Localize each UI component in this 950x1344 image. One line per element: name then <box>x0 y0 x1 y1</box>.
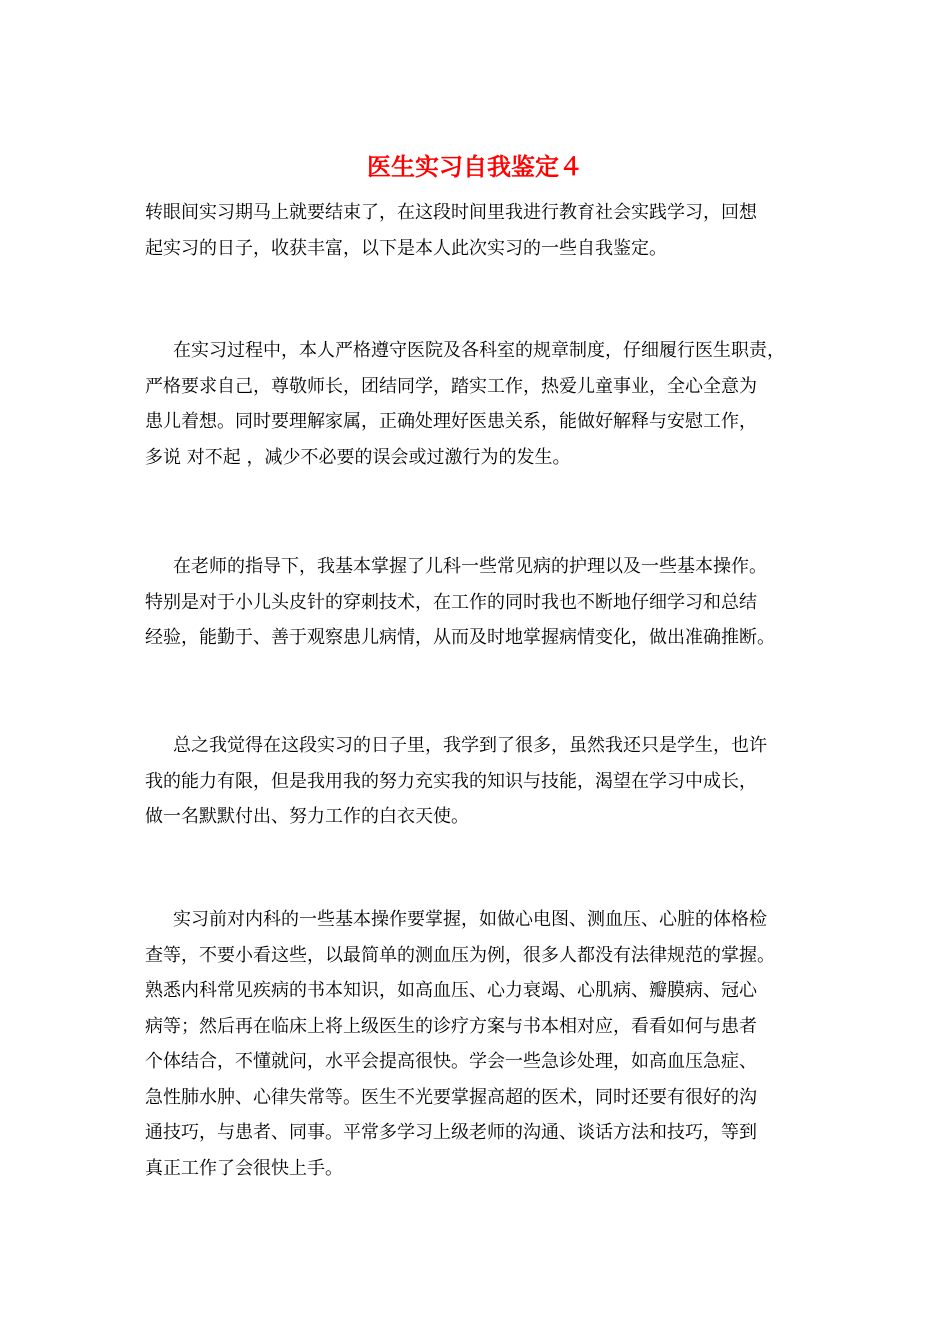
paragraph-line: 实习前对内科的一些基本操作要掌握，如做心电图、测血压、心脏的体格检 <box>173 909 767 930</box>
paragraph-line: 在实习过程中，本人严格遵守医院及各科室的规章制度，仔细履行医生职责， <box>173 340 785 361</box>
paragraph-line: 多说 对不起 ，减少不必要的误会或过激行为的发生。 <box>145 446 571 468</box>
paragraph-line: 熟悉内科常见疾病的书本知识，如高血压、心力衰竭、心肌病、瓣膜病、冠心 <box>145 980 757 1001</box>
paragraph-line: 在老师的指导下，我基本掌握了儿科一些常见病的护理以及一些基本操作。 <box>173 556 767 577</box>
paragraph-line: 转眼间实习期马上就要结束了，在这段时间里我进行教育社会实践学习，回想 <box>145 202 757 223</box>
paragraph-intro <box>145 195 817 266</box>
paragraph-line: 急性肺水肿、心律失常等。医生不光要掌握高超的医术，同时还要有很好的沟 <box>145 1086 757 1108</box>
paragraph-line: 总之我觉得在这段实习的日子里，我学到了很多，虽然我还只是学生，也许 <box>173 735 767 756</box>
paragraph-line: 特别是对于小儿头皮针的穿刺技术，在工作的同时我也不断地仔细学习和总结 <box>145 591 757 613</box>
document-title: 医生实习自我鉴定４ <box>367 152 583 181</box>
paragraph-line: 个体结合，不懂就问，水平会提高很快。学会一些急诊处理，如高血压急症、 <box>145 1051 757 1072</box>
paragraph-conduct <box>145 333 817 475</box>
paragraph-line: 病等；然后再在临床上将上级医生的诊疗方案与书本相对应，看看如何与患者 <box>145 1015 757 1037</box>
paragraph-line: 我的能力有限，但是我用我的努力充实我的知识与技能，渴望在学习中成长， <box>145 770 757 792</box>
paragraph-line: 查等，不要小看这些，以最简单的测血压为例，很多人都没有法律规范的掌握。 <box>145 944 775 966</box>
paragraph-skills <box>145 549 817 656</box>
paragraph-summary <box>145 728 817 835</box>
paragraph-line: 真正工作了会很快上手。 <box>145 1157 343 1179</box>
paragraph-line: 严格要求自己，尊敬师长，团结同学，踏实工作，热爱儿童事业，全心全意为 <box>145 375 757 397</box>
paragraph-internal-medicine <box>145 902 817 1186</box>
paragraph-line: 做一名默默付出、努力工作的白衣天使。 <box>145 806 469 827</box>
paragraph-line: 经验，能勤于、善于观察患儿病情，从而及时地掌握病情变化，做出准确推断。 <box>145 627 775 648</box>
paragraph-line: 通技巧，与患者、同事。平常多学习上级老师的沟通、谈话方法和技巧，等到 <box>145 1122 757 1143</box>
paragraph-line: 起实习的日子，收获丰富，以下是本人此次实习的一些自我鉴定。 <box>145 237 667 259</box>
paragraph-line: 患儿着想。同时要理解家属，正确处理好医患关系，能做好解释与安慰工作， <box>145 411 757 432</box>
